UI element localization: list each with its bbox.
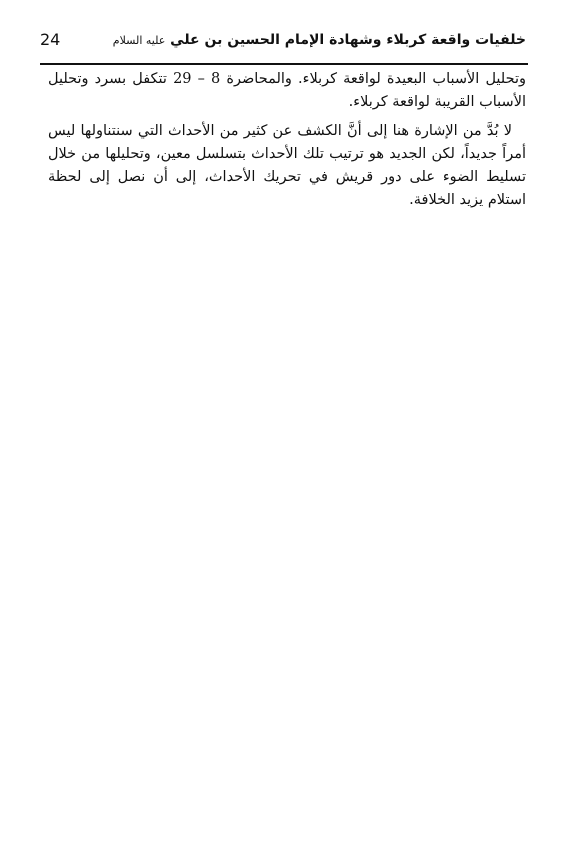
body-text: [48, 68, 526, 218]
paragraph-2: لا بُدَّ من الإشارة هنا إلى أنَّ الكشف عن كثير من الأحداث التي سنتناولها ليس أمراً جديداً، لكن الجديد هو ترتيب تلك الأحداث بتسلسل معين، وتحليلها من خلال تسليط الضوء على دور قريش في تحريك الأحداث، إلى أن نصل إلى لحظة استلام يزيد الخلافة.: [48, 123, 526, 208]
header-rule: [40, 63, 528, 65]
header-title: [113, 32, 526, 48]
header-honorific: عليه السلام: [112, 34, 166, 47]
page-number: 24: [40, 30, 61, 49]
paragraph-1: وتحليل الأسباب البعيدة لواقعة كربلاء. والمحاضرة 8 – 29 تتكفل بسرد وتحليل الأسباب القريبة لواقعة كربلاء.: [48, 71, 527, 110]
running-header: [40, 26, 526, 60]
header-title-text: خلفيات واقعة كربلاء وشهادة الإمام الحسين بن علي: [170, 32, 526, 48]
